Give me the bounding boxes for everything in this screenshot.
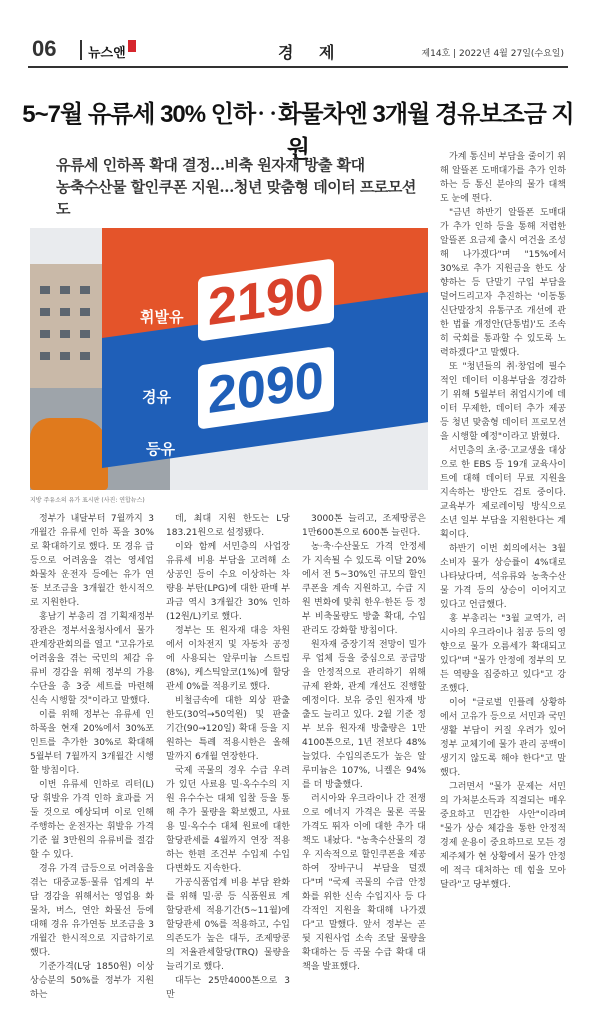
- kerosene-label: 등유: [146, 440, 175, 458]
- paragraph: 이어 "글로벌 인플레 상황하에서 고유가 등으로 서민과 국민 생활 부담이 커질 우려가 있어 정부 교체기에 물가 관리 공백이 생기지 않도록 해야 한다"고 말했다.: [440, 698, 566, 778]
- paragraph: 가공식품업계 비용 부담 완화를 위해 밀·콩 등 식품원료 계 할당관세 적용기간(5~11월)에 할당관세 0%를 적용하고, 수입 의존도가 높은 대두, 조제땅콩의 저율관세할당(TRQ) 물량을 늘리기로 했다.: [166, 878, 290, 972]
- paragraph: 정부가 내달부터 7월까지 3개월간 유류세 인하 폭을 30%로 확대하기로 했다. 또 경유 급등으로 어려움을 겪는 영세업 화물차 운전자 등에는 유가 연동 보조금을 3개월간 한시적으로 지원한다.: [30, 514, 154, 608]
- gasoline-label: 휘발유: [140, 308, 184, 326]
- paragraph: 데, 최대 지원 한도는 L당 183.21원으로 설정됐다.: [166, 514, 290, 538]
- paragraph: 농·축·수산물도 가격 안정세가 지속될 수 있도록 이달 20%에서 전 5~30%인 규모의 할인쿠폰을 계속 지원하고, 수급 지원 변화에 맞춰 한우·한돈 등 정부 비축물량도 방출 확대, 수입관리도 강화할 방침이다.: [302, 542, 426, 636]
- paragraph: 홍남기 부총리 겸 기획재정부 장관은 정부서울청사에서 물가관계장관회의를 열고 "고유가로 어려움을 겪는 국민의 체감 유류비 경감을 위해 정부의 가용 수단을 총 3중 세트를 마련해 신속 시행할 것"이라고 말했다.: [30, 612, 154, 706]
- paragraph: "금년 하반기 알뜰폰 도매대가 추가 인하 등을 통해 저렴한 알뜰폰 요금제 출시 여건을 조성해 나가겠다"며 "15%에서 30%로 추가 지원금을 한도 상향하는 등 단말기 구입 부담을 덜어드리고자 추진하는 '이동통신단말장치 유통구조 개선에 관한 법률 개정안(단통법)'도 조속히 국회를 통과할 수 있도록 노력하겠다"고 말했다.: [440, 208, 566, 358]
- paragraph: 이번 유류세 인하로 리터(L)당 휘발유 가격 인하 효과를 거둘 것으로 예상되며 이로 인해 주행하는 운전자는 휘발유 가격 기준 월 3만원의 유류비를 절감할 수 있다.: [30, 780, 154, 860]
- logo-mark-icon: [128, 40, 136, 52]
- photo-caption: 지방 주유소의 유가 표시판 (사진: 연합뉴스): [30, 497, 145, 504]
- paragraph: 또 "청년들의 취·창업에 필수적인 데이터 이용부담을 경감하기 위해 5월부터 취업시기에 데이터 무제한, 데이터 추가 제공 등 청년 맞춤형 데이터 프로모션을 시행할 예정"이라고 밝혔다.: [440, 362, 566, 442]
- paragraph: 하반기 이번 회의에서는 3월 소비자 물가 상승률이 4%대로 나타났다며, 석유류와 농축수산물 가격 등의 상승이 이어지고 있다고 언급했다.: [440, 544, 566, 610]
- paragraph: 러시아와 우크라이나 간 전쟁으로 에너지 가격은 물론 곡물 가격도 뛰자 이에 대한 추가 대책도 내놨다. "농축수산물의 경우 지속적으로 할인쿠폰을 제공하여 장바구니 부담을 덜겠다"며 "국제 곡물의 수급 안정화를 위한 신속 수입지사 등 다각적인 지원을 확대해 나가겠다"고 말했다. 앞서 정부는 곧 뒷 지원사업 소속 조달 물량을 확대하는 등 곡물 수급 확대 대책을 발표했다.: [302, 794, 426, 972]
- diesel-label: 경유: [142, 388, 171, 406]
- paragraph: 기준가격(L당 1850원) 이상 상승분의 50%를 정부가 지원하는: [30, 962, 154, 1000]
- paragraph: 이를 위해 정부는 유류세 인하폭을 현재 20%에서 30%포인트를 추가한 30%로 확대해 5월부터 7월까지 3개월간 시행할 방침이다.: [30, 710, 154, 776]
- article-column-1: [30, 512, 154, 1012]
- article-subheads: [56, 154, 416, 220]
- section-title: 경 제: [278, 43, 345, 62]
- paragraph: 그러면서 "물가 문제는 서민의 가처분소득과 직결되는 매우 중요하고 민감한 사안"이라며 "물가 상승 체감을 통한 안정적 경제 운용이 중요하므로 모든 경제주체가 현 상황에서 물가 안정에 적극 대처하는 데 힘을 모아 달라"고 당부했다.: [440, 782, 566, 890]
- diesel-price: 2090: [198, 346, 334, 429]
- article-headline: 5~7월 유류세 30% 인하‥화물차엔 3개월 경유보조금 지원: [22, 101, 574, 163]
- gasoline-price: 2190: [198, 258, 334, 341]
- paragraph: 비철금속에 대한 외상 판출 한도(30억→50억원) 및 판출 기간(90→120일) 확대 등을 지원하는 특례 적용시한은 올해 말까지 6개월 연장한다.: [166, 696, 290, 762]
- paragraph: 서민층의 초·중·고교생을 대상으로 한 EBS 등 19개 교육사이트에 대해 데이터 무료 지원을 지속하는 방안도 검토 중이다. 교육부가 제로레이팅 방식으로 소년 일부 부담을 지원한다는 계획이다.: [440, 446, 566, 540]
- subhead-2: 농축수산물 할인쿠폰 지원…청년 맞춤형 데이터 프로모션도: [56, 178, 416, 218]
- paragraph: 국제 곡물의 경우 수급 우려가 있던 사료용 밀·옥수수의 지원 유수수는 대체 입찰 등을 통해 추가 물량을 확보했고, 사료용 밀·옥수수 대체 원료에 대한 할당관세를 4월까지 연장 적용하는 한편 조건부 수입제 수입 다변화도 지속한다.: [166, 766, 290, 874]
- article-column-right: [440, 150, 566, 1010]
- paragraph: 3000톤 늘리고, 조제땅콩은 1만600톤으로 600톤 늘린다.: [302, 514, 426, 538]
- paragraph: 이와 함께 서민층의 사업장 유류세 비용 부담을 고려해 소상공인 등이 수요 이상하는 차량용 부탄(LPG)에 대한 판매 부과금 역시 3개월간 30% 인하(12원/L)키로 했다.: [166, 542, 290, 622]
- article-photo: [30, 228, 428, 490]
- paragraph: 원자재 중장기적 전망이 밀가루 업체 등을 중심으로 공급망을 안정적으로 관리하기 위해 규제 완화, 관계 개선도 진행할 예정이다. 보유 중인 원자재 방출도 늘리고 있다. 2월 기준 정부 보유 원자재 방출량은 1만4100톤으로, 1년 전보다 48% 늘었다. 수입의존도가 높은 알루미늄은 107%, 니켈은 94%를 더 방출했다.: [302, 640, 426, 790]
- paragraph: 홍 부총리는 "3월 교역가, 러시아의 우크라이나 침공 등의 영향으로 물가 오름세가 확대되고 있다"며 "물가 안정에 정부의 모든 역량을 집중하고 있다"고 강조했다.: [440, 614, 566, 694]
- article-column-3: [302, 512, 426, 1012]
- page-number: 06: [32, 36, 57, 61]
- paragraph: 가계 통신비 부담을 줄이기 위해 알뜰폰 도매대가를 추가 인하하는 등 통신 분야의 물가 대책도 눈에 띈다.: [440, 152, 566, 204]
- paragraph: 정부는 또 원자재 대응 차원에서 이차전지 및 자동차 공정에 사용되는 알루미늄 스트립(8%), 케스틱알코(1%)에 할당관세 0%를 적용키로 했다.: [166, 626, 290, 692]
- issue-info: 제14호 | 2022년 4월 27일(수요일): [421, 49, 564, 59]
- photo-car: [30, 418, 108, 490]
- page-header: [28, 30, 568, 68]
- subhead-1: 유류세 인하폭 확대 결정…비축 원자재 방출 확대: [56, 156, 365, 174]
- header-divider: [80, 40, 82, 60]
- publication-logo: 뉴스앤: [88, 46, 126, 61]
- paragraph: 대두는 25만4000톤으로 3만: [166, 976, 290, 1000]
- article-column-2: [166, 512, 290, 1012]
- paragraph: 경유 가격 급등으로 어려움을 겪는 대중교통·물류 업계의 부담 경감을 위해서는 영업용 화물차, 버스, 연안 화물선 등에 대해 경유 유가연동 보조금을 3개월간 한시적으로 지급하기로 했다.: [30, 864, 154, 958]
